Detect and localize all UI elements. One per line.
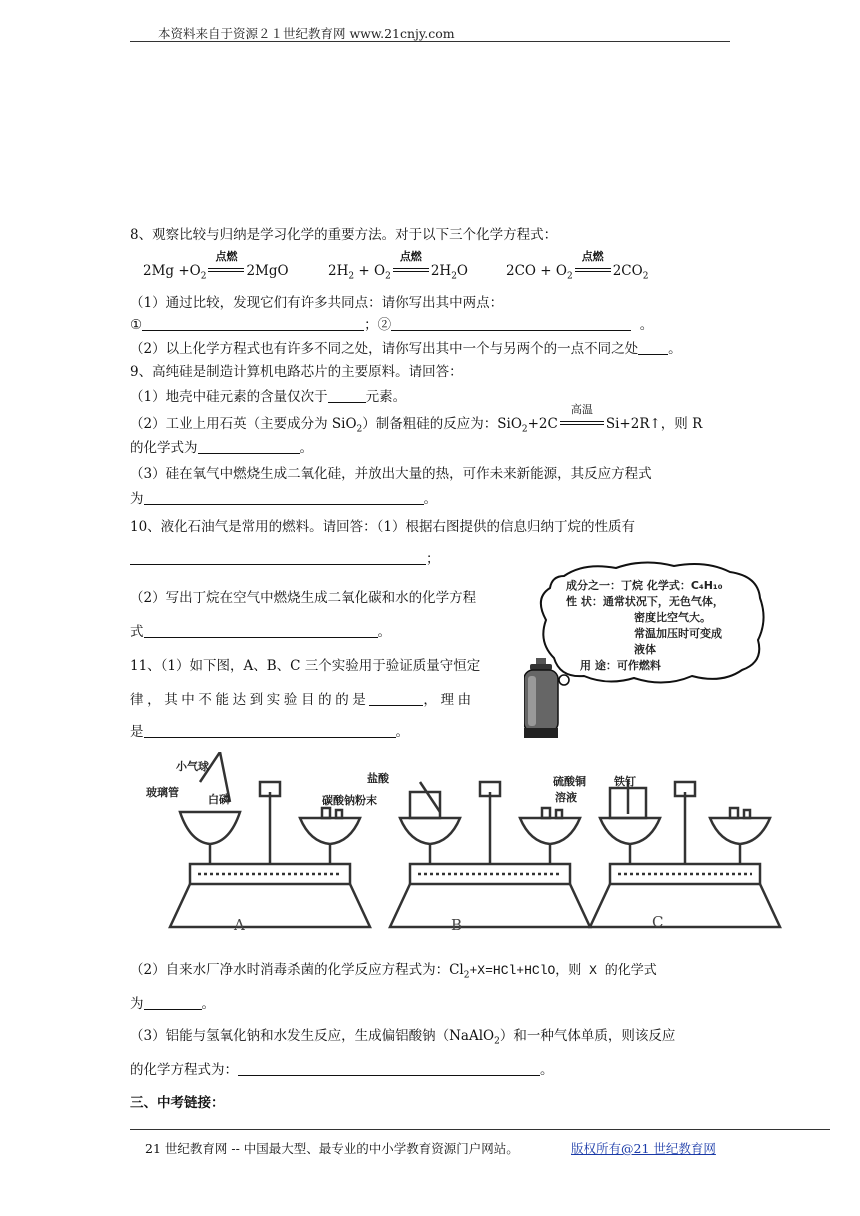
section-3-title: 三、中考链接： bbox=[130, 1095, 225, 1111]
q11-part1-line3: 是 。 bbox=[130, 724, 409, 740]
q10-part2-line2: 式 。 bbox=[130, 624, 391, 640]
callout-line-4: 常温加压时可变成 bbox=[634, 627, 722, 640]
fig-a-phosphorus-label: 白磷 bbox=[208, 793, 230, 806]
q8-part1-answer-line: ① ；② 。 bbox=[130, 317, 654, 333]
fig-a-caption: A bbox=[234, 916, 245, 934]
q9-part3: （3）硅在氧气中燃烧生成二氧化硅，并放出大量的热，可作未来新能源，其反应方程式 bbox=[130, 466, 652, 482]
q11-answer-blank-3[interactable] bbox=[144, 995, 202, 1010]
balance-a bbox=[170, 752, 370, 927]
q10-part2: （2）写出丁烷在空气中燃烧生成二氧化碳和水的化学方程 bbox=[130, 590, 477, 606]
q11-part2-line2: 为 。 bbox=[130, 996, 215, 1012]
fig-b-caption: B bbox=[451, 916, 463, 934]
q10-answer-blank-1[interactable] bbox=[130, 550, 426, 565]
fig-c-solution-label-2: 溶液 bbox=[555, 791, 577, 804]
q11-answer-blank-2[interactable] bbox=[144, 723, 396, 738]
q11-answer-blank-1[interactable] bbox=[369, 691, 423, 706]
callout-line-3: 密度比空气大。 bbox=[634, 611, 711, 624]
q8-answer-blank-1[interactable] bbox=[142, 316, 364, 331]
callout-line-5: 液体 bbox=[634, 643, 656, 656]
callout-line-6: 用 途：可作燃料 bbox=[580, 659, 661, 672]
fig-c-solution-label-1: 硫酸铜 bbox=[553, 775, 586, 788]
callout-line-1: 成分之一：丁烷 化学式：C₄H₁₀ bbox=[566, 579, 723, 592]
q10-answer-blank-2[interactable] bbox=[144, 623, 378, 638]
footer-divider bbox=[130, 1129, 830, 1130]
q11-answer-blank-4[interactable] bbox=[238, 1061, 540, 1076]
header-divider bbox=[130, 41, 730, 42]
q11-part1-line1: 11、（1）如下图，A、B、C 三个实验用于验证质量守恒定 bbox=[130, 658, 481, 674]
q9-answer-blank-3[interactable] bbox=[144, 490, 424, 505]
page-header: 本资料来自于资源２１世纪教育网 www.21cnjy.com bbox=[158, 26, 455, 41]
footer-text: 21 世纪教育网 -- 中国最大型、最专业的中小学教育资源门户网站。 bbox=[145, 1141, 519, 1156]
q8-equation-3: $2CO + O_2$ 点燃 $2CO_2$ bbox=[506, 250, 649, 282]
fig-b-powder-label: 碳酸钠粉末 bbox=[322, 794, 377, 807]
q9-intro: 9、高纯硅是制造计算机电路芯片的主要原料。请回答： bbox=[130, 364, 463, 380]
q11-part3-line2: 的化学方程式为： 。 bbox=[130, 1062, 554, 1078]
q9-answer-blank-1[interactable] bbox=[328, 388, 366, 403]
fig-b-acid-label: 盐酸 bbox=[367, 772, 389, 785]
q11-part2: （2）自来水厂净水时消毒杀菌的化学反应方程式为：$Cl_2+X=HCl+HClO$，则 X 的化学式 bbox=[130, 962, 657, 981]
q8-intro: 8、观察比较与归纳是学习化学的重要方法。对于以下三个化学方程式： bbox=[130, 227, 558, 243]
footer-copyright-link[interactable]: 版权所有@21 世纪教育网 bbox=[571, 1141, 716, 1156]
balance-experiments-figure bbox=[130, 752, 820, 942]
q9-part2: （2）工业上用石英（主要成分为 SiO$_2$）制备粗硅的反应为：SiO$_2$+2C 高温 Si+2R↑，则 R bbox=[130, 403, 703, 435]
q11-part1-line2: 律，其中不能达到实验目的的是 ，理由 bbox=[130, 692, 475, 708]
callout-bubble-1 bbox=[559, 675, 569, 685]
callout-line-2: 性 状：通常状况下，无色气体， bbox=[566, 595, 724, 608]
q9-part3-line2: 为 。 bbox=[130, 491, 437, 507]
q8-equation-1: $2Mg +O_2$ 点燃 2MgO bbox=[143, 250, 289, 282]
fig-c-nail-label: 铁钉 bbox=[614, 775, 636, 788]
q9-part2-line2: 的化学式为 。 bbox=[130, 440, 313, 456]
fig-a-balloon-label: 小气球 bbox=[176, 760, 209, 773]
q8-part2: （2）以上化学方程式也有许多不同之处，请你写出其中一个与另两个的一点不同之处 。 bbox=[130, 341, 682, 357]
fig-a-tube-label: 玻璃管 bbox=[146, 786, 179, 799]
fig-c-caption: C bbox=[652, 913, 664, 931]
q8-equation-2: $2H_2 + O_2$ 点燃 $2H_2O$ bbox=[328, 250, 468, 282]
q11-part3: （3）铝能与氢氧化钠和水发生反应，生成偏铝酸钠（NaAlO$_2$）和一种气体单质，则该反应 bbox=[130, 1028, 676, 1047]
q8-part1: （1）通过比较，发现它们有许多共同点：请你写出其中两点： bbox=[130, 295, 504, 311]
gas-tank-icon bbox=[524, 658, 558, 738]
q9-part1: （1）地壳中硅元素的含量仅次于 元素。 bbox=[130, 389, 407, 405]
q9-answer-blank-2[interactable] bbox=[198, 439, 300, 454]
q10-answer-line: ； bbox=[130, 547, 440, 567]
q8-answer-blank-3[interactable] bbox=[638, 340, 668, 355]
q10-intro: 10、液化石油气是常用的燃料。请回答：（1）根据右图提供的信息归纳丁烷的性质有 bbox=[130, 519, 636, 535]
q8-answer-blank-2[interactable] bbox=[391, 316, 631, 331]
balance-c bbox=[590, 780, 780, 927]
